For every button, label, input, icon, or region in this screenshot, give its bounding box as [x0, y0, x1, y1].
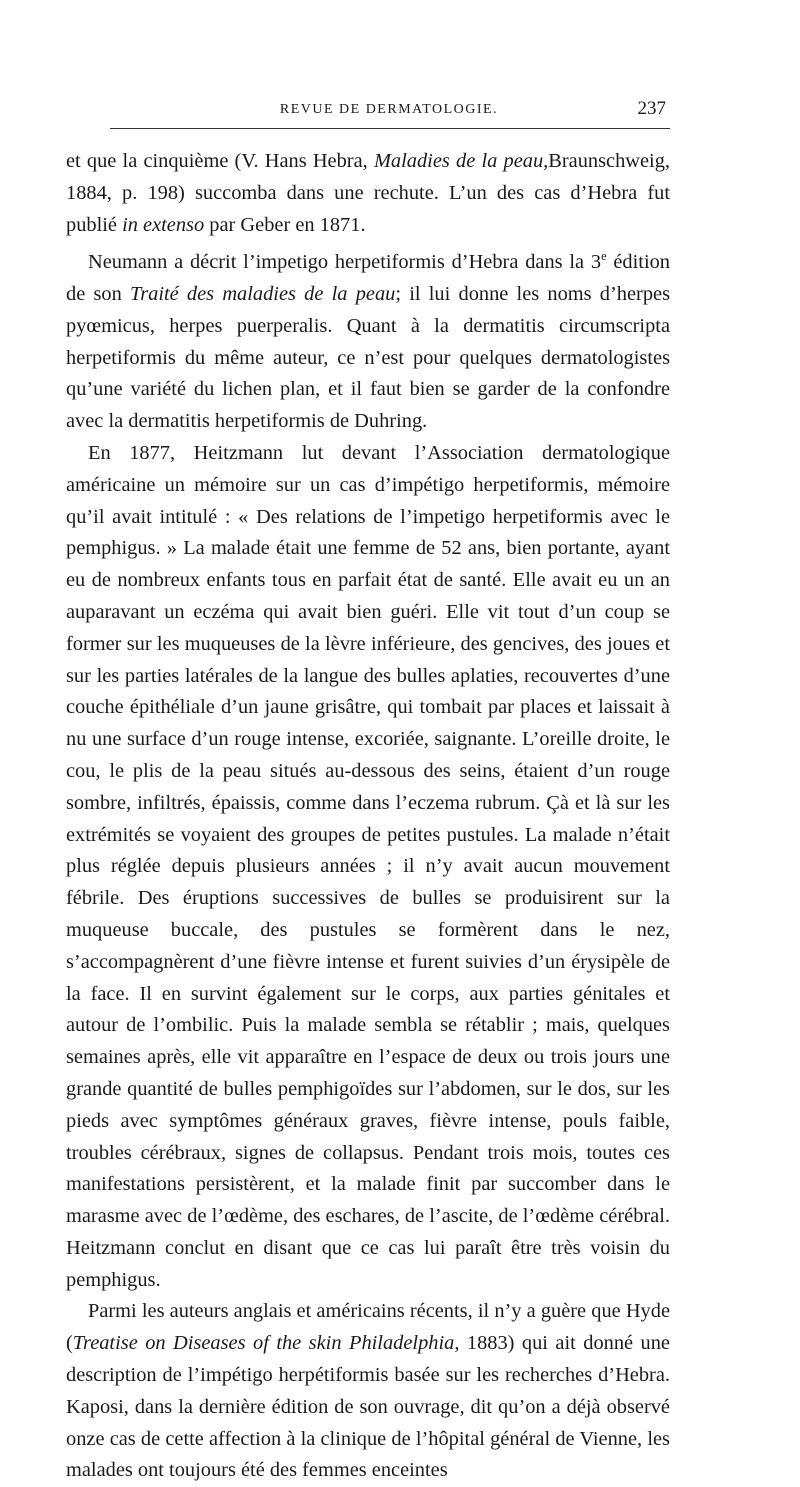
running-title: REVUE DE DERMATOLOGIE. [279, 102, 499, 117]
text-run: Parmi les auteurs anglais et américains récents, il n’y a guère que Hyde ( [66, 1300, 670, 1355]
body-text [66, 146, 670, 1487]
italic-run: Maladies de la peau, [373, 150, 549, 172]
header-rule [110, 128, 670, 129]
italic-run: Treatise on Diseases of the skin Philadelphia [72, 1332, 455, 1355]
running-head [108, 98, 670, 122]
text-run: et que la cinquième (V. Hans Hebra, [66, 150, 374, 172]
paragraph-1 [66, 146, 670, 241]
paragraph-2 [66, 241, 670, 438]
text-run: , 1883) qui ait donné une description de l’impétigo herpétiformis basée sur les recherches d’Hebra. Kaposi, dans la dernière édition de son ouvrage, dit qu’on a déjà observé onze cas de cette affection à la clinique de l’hôpital général de Vienne, les malades ont toujours été des femmes enceintes [66, 1332, 670, 1482]
paragraph-4 [66, 1296, 670, 1487]
superscript: e [601, 249, 607, 264]
text-run: Braunschweig, 1884, p. 198) succomba dans une rechute. L’un des cas d’Hebra fut publié [66, 150, 670, 236]
paragraph-3 [66, 438, 670, 1297]
text-run: ; il lui donne les noms d’herpes pyœmicus, herpes puerperalis. Quant à la dermatitis circumscripta herpetiformis du même auteur, ce n’est pour quelques dermatologistes qu’une variété du lichen plan, et il faut bien se garder de la confondre avec la dermatitis herpetiformis de Duhring. [66, 282, 670, 433]
italic-run: Traité des maladies de la peau [130, 282, 396, 305]
text-run: par Geber en 1871. [204, 213, 366, 236]
text-run: édition de son [66, 251, 671, 305]
italic-run: in extenso [122, 213, 205, 236]
page-number: 237 [637, 98, 666, 119]
text-run: Neumann a décrit l’impetigo herpetiformis d’Hebra dans la 3 [88, 251, 602, 274]
text-run: En 1877, Heitzmann lut devant l’Association dermatologique américaine un mémoire sur un cas d’impétigo herpetiformis, mémoire qu’il avait intitulé : « Des relations de l’impetigo herpetiformis avec le pemphigus. » La malade était une femme de 52 ans, bien portante, ayant eu de nombreux enfants tous en parfait état de santé. Elle avait eu un an auparavant un eczéma qui avait bien guéri. Elle vit tout d’un coup se former sur les muqueuses de la lèvre inférieure, des gencives, des joues et sur les parties latérales de la langue des bulles aplaties, recouvertes d’une couche épithéliale d’un jaune grisâtre, qui tombait par places et laissait à nu une surface d’un rouge intense, excoriée, saignante. L’oreille droite, le cou, le plis de la peau situés au-dessous des seins, étaient d’un rouge sombre, infiltrés, épaissis, comme dans l’eczema rubrum. Çà et là sur les extrémités se voyaient des groupes de petites pustules. La malade n’était plus réglée depuis plusieurs années ; il n’y avait aucun mouvement fébrile. Des éruptions successives de bulles se produisirent sur la muqueuse buccale, des pustules se formèrent dans le nez, s’accompagnèrent d’une fièvre intense et furent suivies d’un érysipèle de la face. Il en survint également sur le corps, aux parties génitales et autour de l’ombilic. Puis la malade sembla se rétablir ; mais, quelques semaines après, elle vit apparaître en l’espace de deux ou trois jours une grande quantité de bulles pemphigoïdes sur l’abdomen, sur le dos, sur les pieds avec symptômes généraux graves, fièvre intense, pouls faible, troubles cérébraux, signes de collapsus. Pendant trois mois, toutes ces manifestations persistèrent, et la malade finit par succomber dans le marasme avec de l’œdème, des eschares, de l’ascite, de l’œdème cérébral. Heitzmann conclut en disant que ce cas lui paraît être très voisin du pemphigus. [66, 441, 670, 1291]
